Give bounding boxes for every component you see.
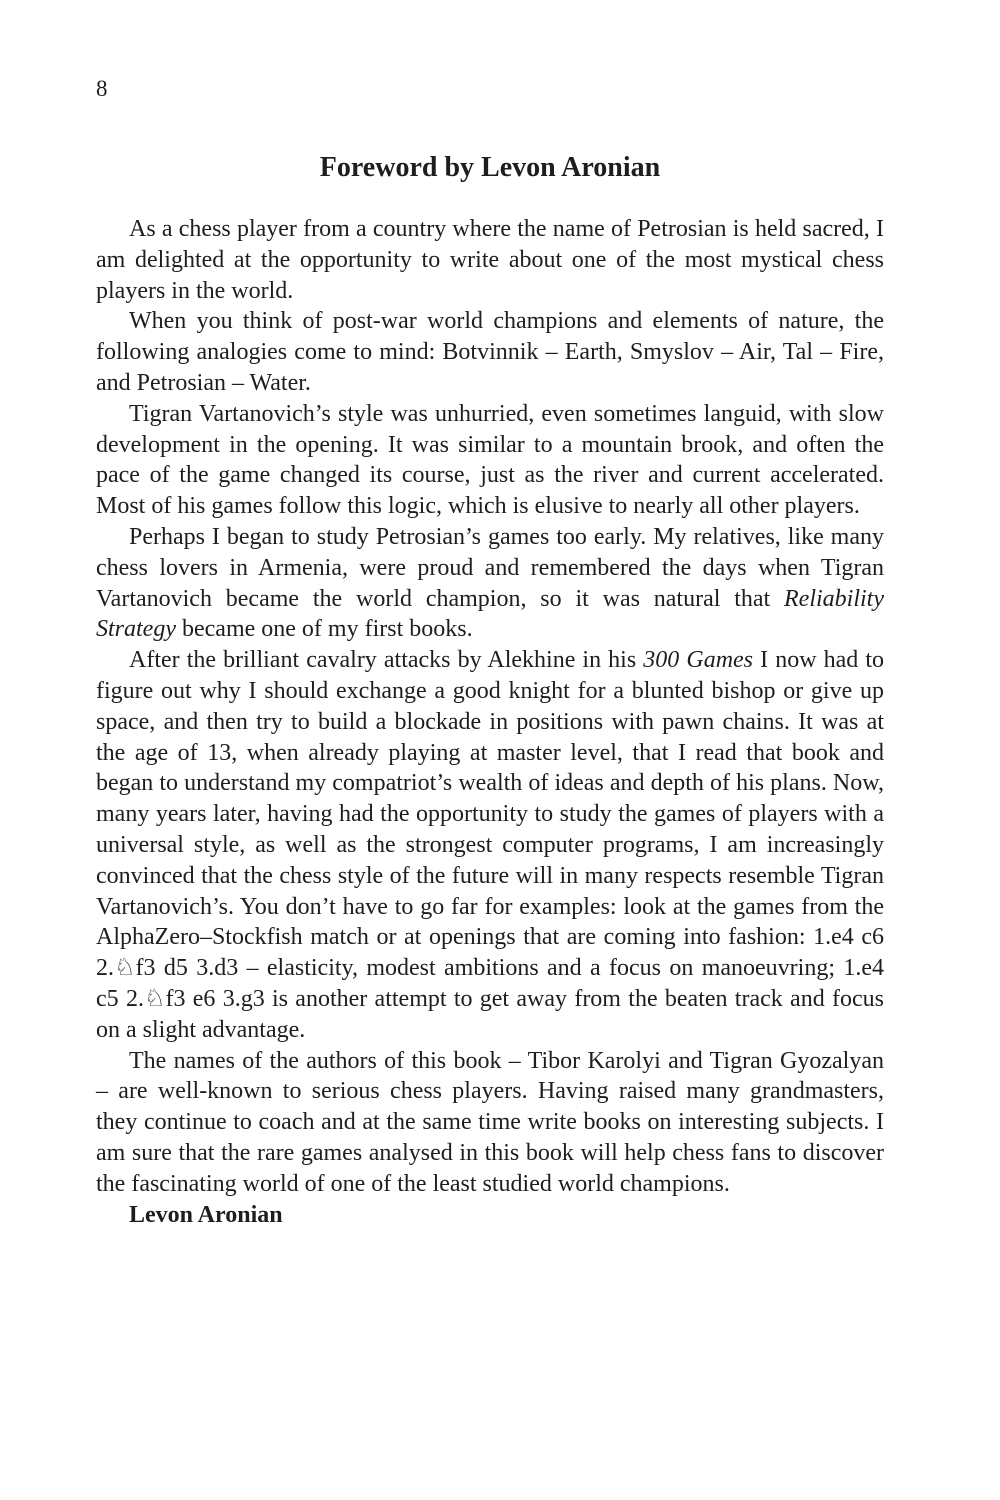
paragraph-text: As a chess player from a country where the name of Petrosian is held sacred, I am delighted at the opportunity to write about one of the most mystical chess players in the world. [96, 216, 884, 304]
body-paragraph [96, 1046, 884, 1200]
paragraph-text: I now had to figure out why I should exchange a good knight for a blunted bishop or give up space, and then try to build a blockade in positions with pawn chains. It was at the age of 13, when already playing at master level, that I read that book and began to understand my compatriot’s wealth of ideas and depth of his plans. Now, many years later, having had the opportunity to study the games of players with a universal style, as well as the strongest computer programs, I am increasingly convinced that the chess style of the future will in many respects resemble Tigran Vartanovich’s. You don’t have to go far for examples: look at the games from the AlphaZero–Stockfish match or at openings that are coming into fashion: 1.e4 c6 2.♘f3 d5 3.d3 – elasticity, modest ambitions and a focus on manoeuvring; 1.e4 c5 2.♘f3 e6 3.g3 is another attempt to get away from the beaten track and focus on a slight advantage. [96, 647, 885, 1043]
paragraph-text: became one of my first books. [175, 616, 473, 643]
paragraph-text: After the brilliant cavalry attacks by Alekhine in his [129, 647, 644, 674]
italic-book-title: Reliability Strategy [96, 585, 884, 643]
body-paragraph [96, 214, 884, 306]
paragraph-text: When you think of post-war world champions and elements of nature, the following analogies come to mind: Botvinnik – Earth, Smyslov – Air, Tal – Fire, and Petrosian – Water. [96, 308, 884, 396]
page-number: 8 [96, 76, 108, 101]
italic-book-title: 300 Games [643, 647, 754, 674]
body-paragraph [96, 306, 884, 398]
foreword-body [96, 214, 884, 1230]
body-paragraph [96, 645, 884, 1045]
paragraph-text: Perhaps I began to study Petrosian’s games too early. My relatives, like many chess lovers in Armenia, were proud and remembered the days when Tigran Vartanovich became the world champion, so it was natural that [96, 523, 884, 612]
body-paragraph [96, 522, 884, 645]
signature: Levon Aronian [129, 1201, 283, 1228]
paragraph-text: The names of the authors of this book – Tibor Karolyi and Tigran Gyozalyan – are well-known to serious chess players. Having raised many grandmasters, they continue to coach and at the same time write books on interesting subjects. I am sure that the rare games analysed in this book will help chess fans to discover the fascinating world of one of the least studied world champions. [96, 1047, 884, 1197]
paragraph-list [96, 214, 884, 1200]
body-paragraph [96, 399, 884, 522]
paragraph-text: Tigran Vartanovich’s style was unhurried, even sometimes languid, with slow development in the opening. It was similar to a mountain brook, and often the pace of the game changed its course, just as the river and current accelerated. Most of his games follow this logic, which is elusive to nearly all other players. [96, 400, 884, 520]
chapter-title: Foreword by Levon Aronian [319, 152, 661, 183]
